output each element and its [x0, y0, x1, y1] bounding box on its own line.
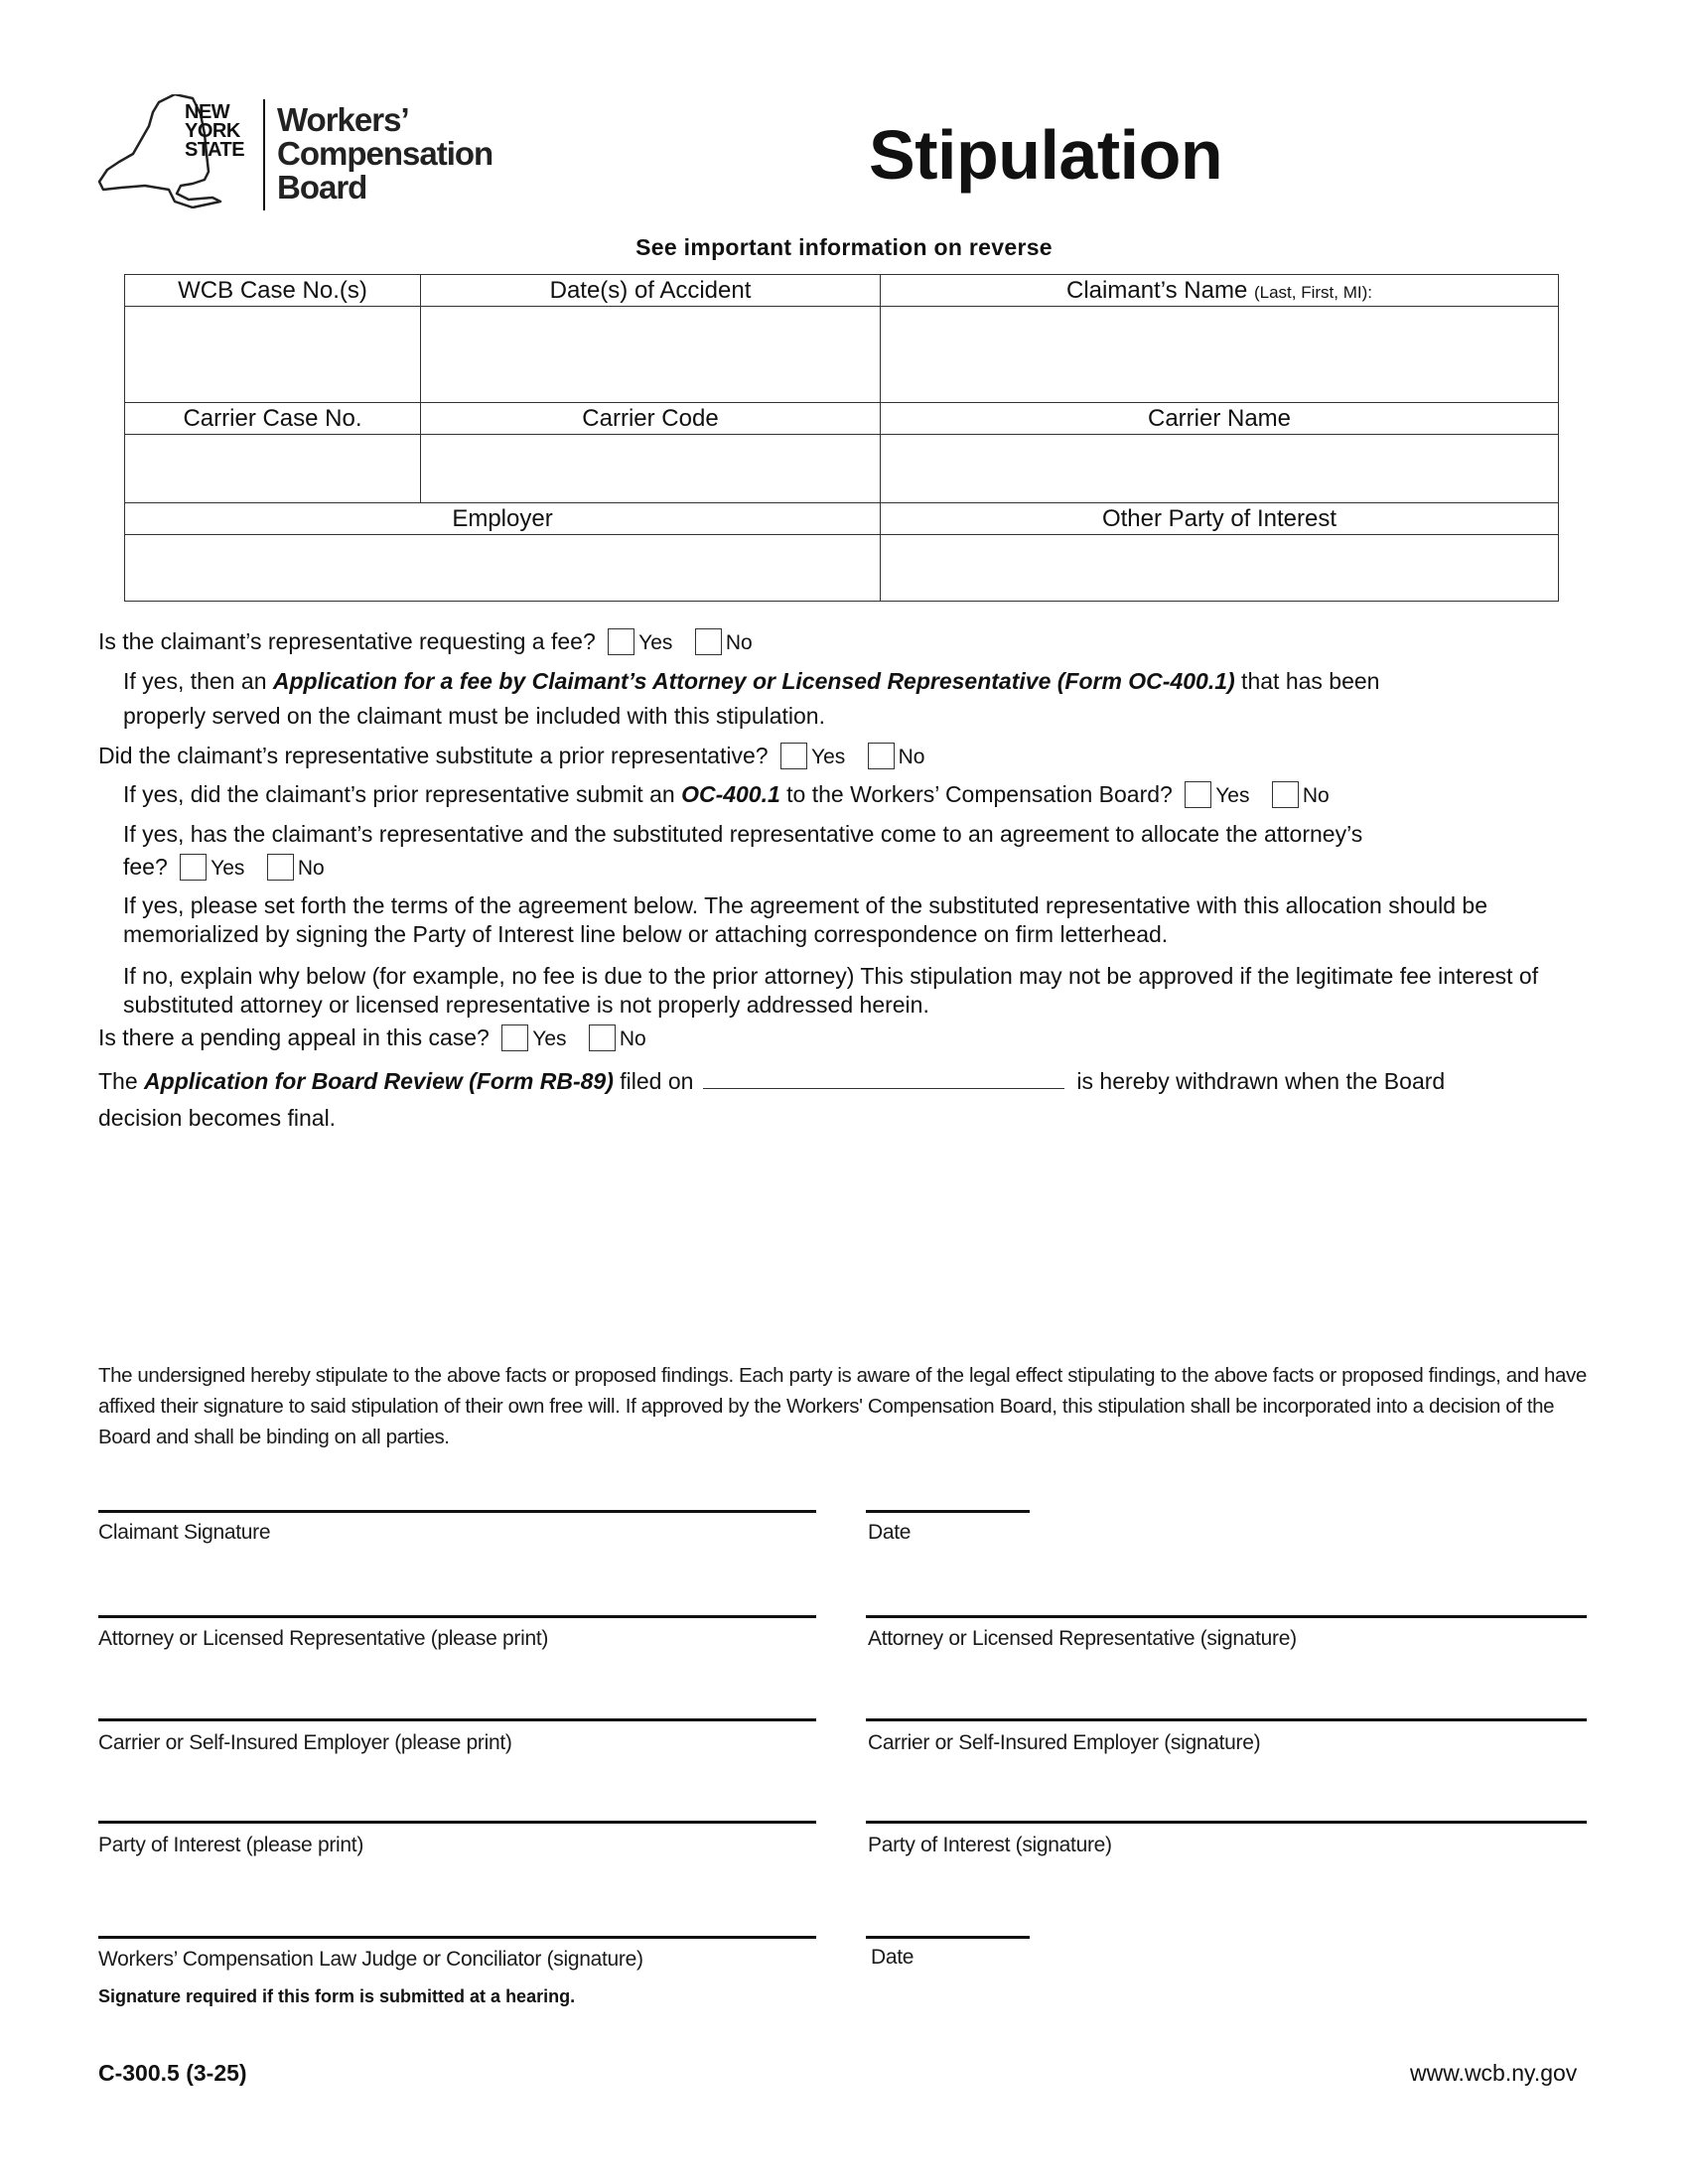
case-info-table — [124, 274, 1559, 602]
party-print-label: Party of Interest (please print) — [98, 1834, 364, 1856]
instruction-line — [123, 667, 1573, 696]
form-oc-400-1-ref: OC-400.1 — [681, 781, 780, 807]
signature-requirement-note: Signature required if this form is submitted at a hearing. — [98, 1986, 576, 2006]
allocation-no-checkbox[interactable] — [267, 854, 294, 881]
withdrawal-text: decision becomes final. — [98, 1105, 337, 1131]
no-label: No — [297, 857, 325, 880]
question-text: Is there a pending appeal in this case? — [98, 1024, 490, 1050]
logo-agency-name — [277, 103, 492, 205]
website-link[interactable]: www.wcb.ny.gov — [1410, 2060, 1578, 2086]
question-fee-request — [98, 627, 763, 657]
allocation-yes-checkbox[interactable] — [180, 854, 207, 881]
carrier-case-no-field[interactable] — [125, 435, 421, 503]
appeal-no-checkbox[interactable] — [589, 1024, 616, 1051]
carrier-signature-line[interactable] — [866, 1718, 1587, 1721]
carrier-code-label: Carrier Code — [421, 403, 881, 435]
instruction-text: If yes, then an — [123, 668, 273, 694]
attorney-print-line[interactable] — [98, 1615, 816, 1618]
fee-application-instructions — [123, 667, 1573, 731]
form-oc-400-1-name: Application for a fee by Claimant’s Attorney or Licensed Representative (Form OC-400.1) — [272, 668, 1235, 694]
question-text: If yes, has the claimant’s representative and the substituted representative come to an agreement to allocate the attorney’s — [123, 821, 1363, 847]
claimant-name-label — [881, 275, 1559, 307]
yes-label: Yes — [810, 746, 846, 768]
withdrawal-text: The — [98, 1068, 145, 1094]
claimant-signature-line[interactable] — [98, 1510, 816, 1513]
question-line — [123, 853, 1573, 883]
logo-agency-line: Compensation — [277, 135, 493, 172]
other-party-label: Other Party of Interest — [881, 503, 1559, 535]
carrier-code-field[interactable] — [421, 435, 881, 503]
question-text: Did the claimant’s representative substitute a prior representative? — [98, 743, 769, 768]
no-label: No — [619, 1027, 646, 1050]
question-text: If yes, did the claimant’s prior representative submit an — [123, 781, 682, 807]
question-text: to the Workers’ Compensation Board? — [779, 781, 1173, 807]
logo-agency-line: Board — [277, 169, 367, 205]
stipulation-agreement-text: The undersigned hereby stipulate to the above facts or proposed findings. Each party is aware of the legal effect stipulating to the above facts or proposed findings, and have affixed their signature to said stipulation of their own free will. If approved by the Workers' Compensation Board, this stipulation shall be incorporated into a decision of the Board and shall be binding on all parties. — [98, 1364, 1587, 1448]
substitute-yes-checkbox[interactable] — [780, 743, 807, 769]
claimant-name-field[interactable] — [881, 307, 1559, 403]
employer-label: Employer — [125, 503, 881, 535]
carrier-print-line[interactable] — [98, 1718, 816, 1721]
claimant-date-label: Date — [868, 1521, 912, 1544]
logo-state-line: YORK — [185, 120, 240, 142]
withdrawal-line — [98, 1067, 1588, 1096]
party-signature-label: Party of Interest (signature) — [868, 1834, 1112, 1856]
judge-signature-label: Workers’ Compensation Law Judge or Conciliator (signature) — [98, 1948, 643, 1971]
claimant-signature-label: Claimant Signature — [98, 1521, 271, 1544]
party-print-line[interactable] — [98, 1821, 816, 1824]
agreement-terms-instructions: If yes, please set forth the terms of the agreement below. The agreement of the substituted representative with this allocation should be memorialized by signing the Party of Interest line below or attaching correspondence on firm letterhead. — [123, 892, 1487, 947]
prior-submit-no-checkbox[interactable] — [1272, 781, 1299, 808]
logo-state-name — [185, 103, 244, 160]
carrier-name-label: Carrier Name — [881, 403, 1559, 435]
board-review-withdrawal — [98, 1067, 1588, 1133]
dates-of-accident-label: Date(s) of Accident — [421, 275, 881, 307]
question-fee-allocation — [123, 820, 1573, 883]
page-title: Stipulation — [869, 116, 1223, 194]
attorney-signature-line[interactable] — [866, 1615, 1587, 1618]
carrier-print-label: Carrier or Self-Insured Employer (please print) — [98, 1731, 512, 1754]
yes-label: Yes — [1215, 784, 1250, 807]
question-text: Is the claimant’s representative requesting a fee? — [98, 628, 596, 654]
judge-date-label: Date — [871, 1946, 914, 1969]
judge-date-line[interactable] — [866, 1936, 1030, 1939]
see-info-note: See important information on reverse — [635, 234, 1053, 260]
no-label: No — [898, 746, 925, 768]
prior-submit-yes-checkbox[interactable] — [1185, 781, 1211, 808]
yes-label: Yes — [638, 631, 673, 654]
wcb-case-no-field[interactable] — [125, 307, 421, 403]
question-prior-rep-submit — [123, 780, 1339, 810]
judge-signature-line[interactable] — [98, 1936, 816, 1939]
attorney-signature-label: Attorney or Licensed Representative (signature) — [868, 1627, 1297, 1650]
no-label: No — [725, 631, 753, 654]
claimant-name-hint: (Last, First, MI): — [1253, 282, 1372, 302]
no-label: No — [1302, 784, 1330, 807]
logo-agency-line: Workers’ — [277, 101, 409, 138]
dates-of-accident-field[interactable] — [421, 307, 881, 403]
instruction-line: properly served on the claimant must be included with this stipulation. — [123, 703, 825, 729]
logo-divider — [263, 99, 265, 210]
fee-no-checkbox[interactable] — [695, 628, 722, 655]
no-agreement-instructions: If no, explain why below (for example, no fee is due to the prior attorney) This stipulation may not be approved if the legitimate fee interest of substituted attorney or licensed representative is not properly addressed herein. — [123, 963, 1539, 1018]
appeal-yes-checkbox[interactable] — [501, 1024, 528, 1051]
withdrawal-text: filed on — [613, 1068, 694, 1094]
carrier-signature-label: Carrier or Self-Insured Employer (signature) — [868, 1731, 1261, 1754]
question-substitute-rep — [98, 742, 935, 771]
claimant-date-line[interactable] — [866, 1510, 1030, 1513]
question-text: fee? — [123, 854, 168, 880]
carrier-name-field[interactable] — [881, 435, 1559, 503]
form-rb-89-name: Application for Board Review (Form RB-89) — [144, 1068, 614, 1094]
question-pending-appeal — [98, 1024, 656, 1053]
attorney-print-label: Attorney or Licensed Representative (please print) — [98, 1627, 549, 1650]
withdrawal-text: is hereby withdrawn when the Board — [1076, 1068, 1446, 1094]
employer-field[interactable] — [125, 535, 881, 602]
logo-state-line: STATE — [185, 139, 245, 161]
party-signature-line[interactable] — [866, 1821, 1587, 1824]
other-party-field[interactable] — [881, 535, 1559, 602]
instruction-text: that has been — [1234, 668, 1380, 694]
claimant-name-text: Claimant’s Name — [1066, 276, 1254, 304]
substitute-no-checkbox[interactable] — [868, 743, 895, 769]
logo-state-line: NEW — [185, 101, 230, 123]
yes-label: Yes — [532, 1027, 567, 1050]
rb-89-filed-date-field[interactable] — [703, 1068, 1064, 1089]
yes-label: Yes — [211, 857, 245, 880]
fee-yes-checkbox[interactable] — [608, 628, 634, 655]
carrier-case-no-label: Carrier Case No. — [125, 403, 421, 435]
wcb-case-no-label: WCB Case No.(s) — [125, 275, 421, 307]
form-number: C-300.5 (3-25) — [98, 2060, 247, 2086]
